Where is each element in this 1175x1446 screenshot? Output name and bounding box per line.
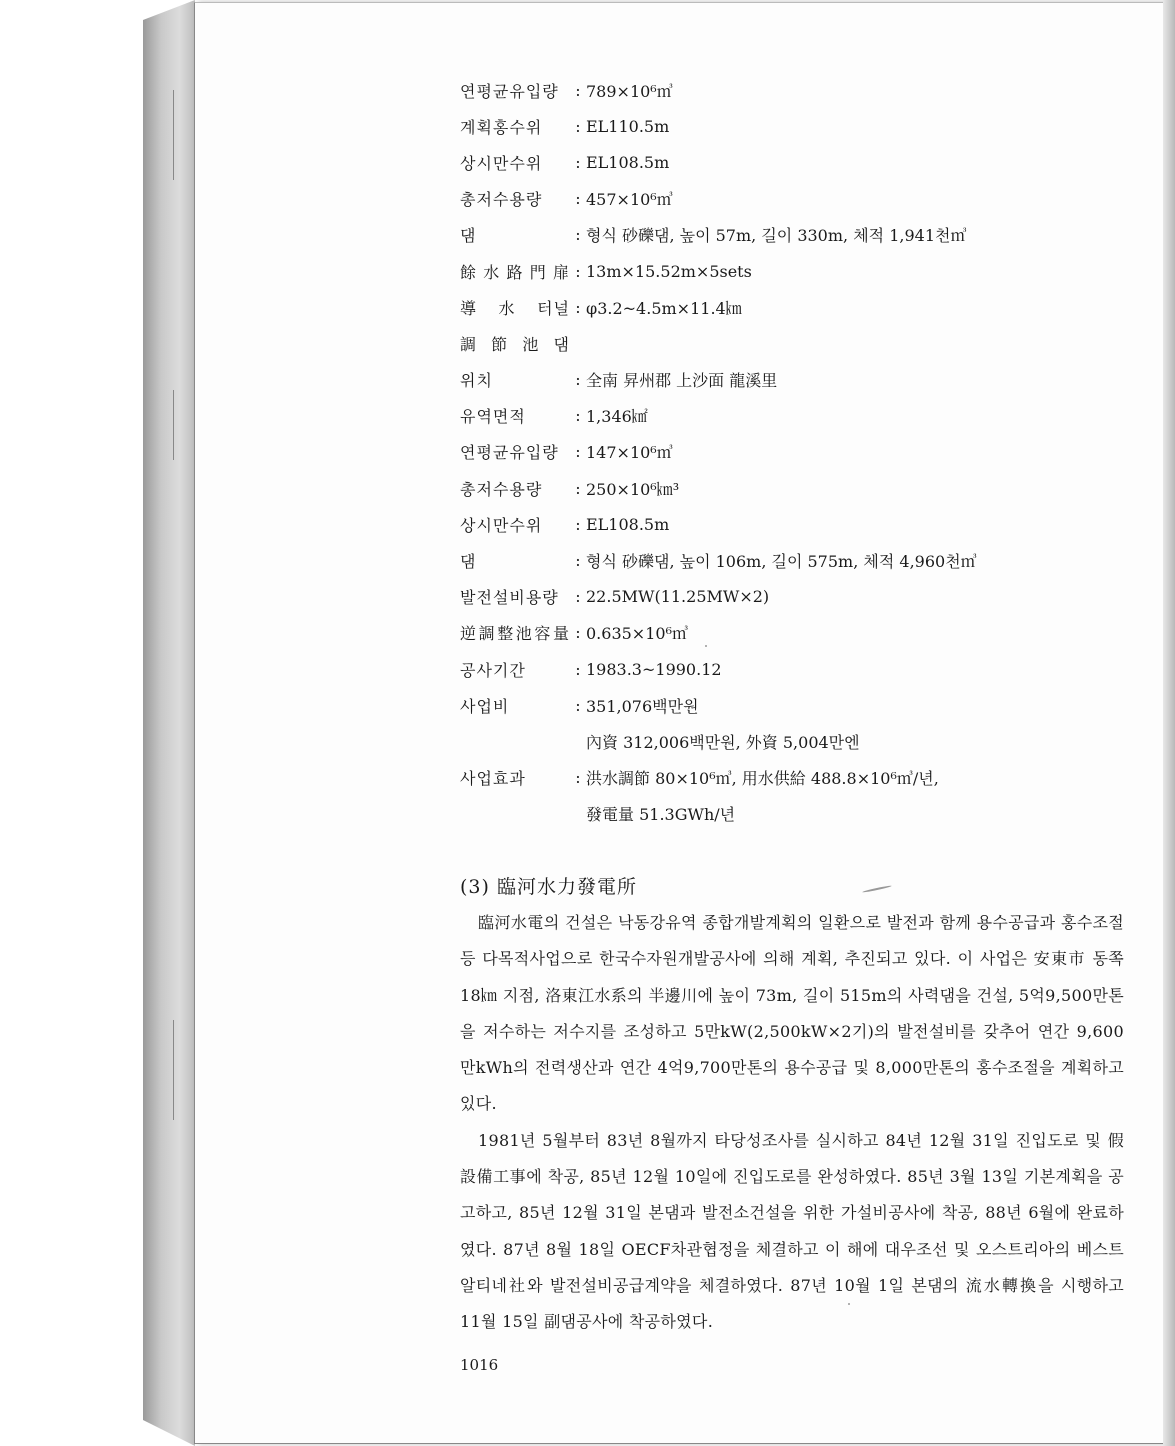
- spec-row: [460, 289, 1120, 325]
- specification-list: [460, 72, 1120, 832]
- spec-row: [460, 506, 1120, 542]
- spec-label: 사업효과: [460, 769, 526, 789]
- spec-row: [460, 325, 1120, 361]
- spec-label: 調節池댐: [460, 334, 570, 354]
- spec-label: 연평균유입량: [460, 81, 559, 101]
- scan-speck: [848, 1303, 850, 1305]
- spec-value: 內資 312,006백만원, 外資 5,004만엔: [586, 732, 860, 752]
- page-right-edge: [1163, 0, 1175, 1446]
- spec-value: 0.635×10⁶㎥: [586, 624, 688, 644]
- spec-colon: :: [575, 297, 581, 317]
- page-number: 1016: [460, 1356, 499, 1374]
- spec-label: 총저수용량: [460, 479, 543, 499]
- paragraph-1: 臨河水電의 건설은 낙동강유역 종합개발계획의 일환으로 발전과 함께 용수공급과 홍수조절 등 다목적사업으로 한국수자원개발공사에 의해 계획, 추진되고 있다. 이 사업은 安東市 동쪽 18㎞ 지점, 洛東江水系의 半邊川에 높이 73m, 길이 515m의 사력댐을 건설, 5억9,500만톤을 저수하는 저수지를 조성하고 5만kW(2,500kW×2기)의 발전설비를 갖추어 연간 9,600만kWh의 전력생산과 연간 4억9,700만톤의 용수공급 및 8,000만톤의 홍수조절을 계획하고 있다.: [460, 913, 1124, 1114]
- spec-row: [460, 144, 1120, 180]
- spec-label: 위치: [460, 371, 493, 391]
- spec-label: 상시만수위: [460, 515, 543, 535]
- spec-colon: :: [575, 406, 581, 426]
- spec-value: 형식 砂礫댐, 높이 57m, 길이 330m, 체적 1,941천㎥: [586, 226, 967, 246]
- spec-label: 導水터널: [460, 298, 570, 318]
- book-spine-edge: [143, 0, 195, 1446]
- spec-label: 逆調整池容量: [460, 624, 570, 644]
- spec-value: 22.5MW(11.25MW×2): [586, 587, 770, 607]
- spec-colon: :: [575, 442, 581, 462]
- spec-label: 발전설비용량: [460, 588, 559, 608]
- section-heading: (3) 臨河水力發電所: [460, 876, 637, 898]
- spec-row: [460, 253, 1120, 289]
- spec-row: [460, 579, 1120, 615]
- paragraph-2: 1981년 5월부터 83년 8월까지 타당성조사를 실시하고 84년 12월 31일 진입도로 및 假設備工事에 착공, 85년 12월 10일에 진입도로를 완성하였다. 85년 3월 13일 기본계획을 공고하고, 85년 12월 31일 본댐과 발전소건설을 위한 가설비공사에 착공, 88년 6월에 완료하였다. 87년 8월 18일 OECF차관협정을 체결하고 이 해에 대우조선 및 오스트리아의 베스트알티네社와 발전설비공급계약을 체결하였다. 87년 10월 1일 본댐의 流水轉換을 시행하고 11월 15일 副댐공사에 착공하였다.: [460, 1130, 1124, 1332]
- spec-row: [460, 434, 1120, 470]
- spec-value: 250×10⁶㎞³: [586, 479, 680, 499]
- spec-label: 유역면적: [460, 407, 526, 427]
- spec-row: [460, 615, 1120, 651]
- spec-colon: :: [575, 659, 581, 679]
- spec-row: [460, 181, 1120, 217]
- spec-colon: :: [575, 116, 581, 136]
- spec-value: 789×10⁶㎥: [586, 81, 673, 101]
- spec-value: 13m×15.52m×5sets: [586, 261, 752, 281]
- spec-colon: :: [575, 768, 581, 788]
- spec-label: 공사기간: [460, 660, 526, 680]
- spec-value: 發電量 51.3GWh/년: [586, 805, 736, 825]
- spec-label: 댐: [460, 552, 477, 572]
- spec-label: 사업비: [460, 696, 510, 716]
- spec-colon: :: [575, 152, 581, 172]
- spec-colon: :: [575, 478, 581, 498]
- spec-row: [460, 217, 1120, 253]
- spec-colon: :: [575, 623, 581, 643]
- spec-label: 계획홍수위: [460, 117, 543, 137]
- spec-label: 餘水路門扉: [460, 262, 570, 282]
- spec-colon: :: [575, 514, 581, 534]
- spec-row: [460, 542, 1120, 578]
- spec-value: 全南 昇州郡 上沙面 龍溪里: [586, 371, 778, 391]
- spec-value: EL108.5m: [586, 514, 670, 534]
- spec-value: 형식 砂礫댐, 높이 106m, 길이 575m, 체적 4,960천㎥: [586, 552, 977, 572]
- spec-colon: :: [575, 551, 581, 571]
- spec-value: 1,346㎢: [586, 407, 648, 427]
- spec-value: 147×10⁶㎥: [586, 443, 673, 463]
- spec-value: 457×10⁶㎥: [586, 190, 673, 210]
- spec-row: [460, 651, 1120, 687]
- spec-row: [460, 108, 1120, 144]
- spec-label: 연평균유입량: [460, 443, 559, 463]
- spec-colon: :: [575, 370, 581, 390]
- spec-value: 351,076백만원: [586, 696, 699, 716]
- spec-row: [460, 760, 1120, 796]
- spec-row: [460, 723, 1120, 759]
- spec-colon: :: [575, 80, 581, 100]
- spec-label: 상시만수위: [460, 153, 543, 173]
- spec-colon: :: [575, 189, 581, 209]
- spec-value: EL110.5m: [586, 116, 670, 136]
- spec-value: φ3.2~4.5m×11.4㎞: [586, 298, 742, 318]
- spec-colon: :: [575, 225, 581, 245]
- spec-row: [460, 470, 1120, 506]
- spec-row: [460, 72, 1120, 108]
- spec-row: [460, 398, 1120, 434]
- spec-colon: :: [575, 695, 581, 715]
- spec-row: [460, 687, 1120, 723]
- spec-label: 총저수용량: [460, 190, 543, 210]
- spec-label: 댐: [460, 226, 477, 246]
- spec-row: [460, 796, 1120, 832]
- spec-value: EL108.5m: [586, 152, 670, 172]
- spec-value: 1983.3~1990.12: [586, 659, 722, 679]
- section-body: [460, 905, 1124, 1341]
- spec-row: [460, 362, 1120, 398]
- spec-value: 洪水調節 80×10⁶㎥, 用水供給 488.8×10⁶㎥/년,: [586, 769, 939, 789]
- scan-speck: [705, 645, 707, 647]
- spec-colon: :: [575, 261, 581, 281]
- spec-colon: :: [575, 587, 581, 607]
